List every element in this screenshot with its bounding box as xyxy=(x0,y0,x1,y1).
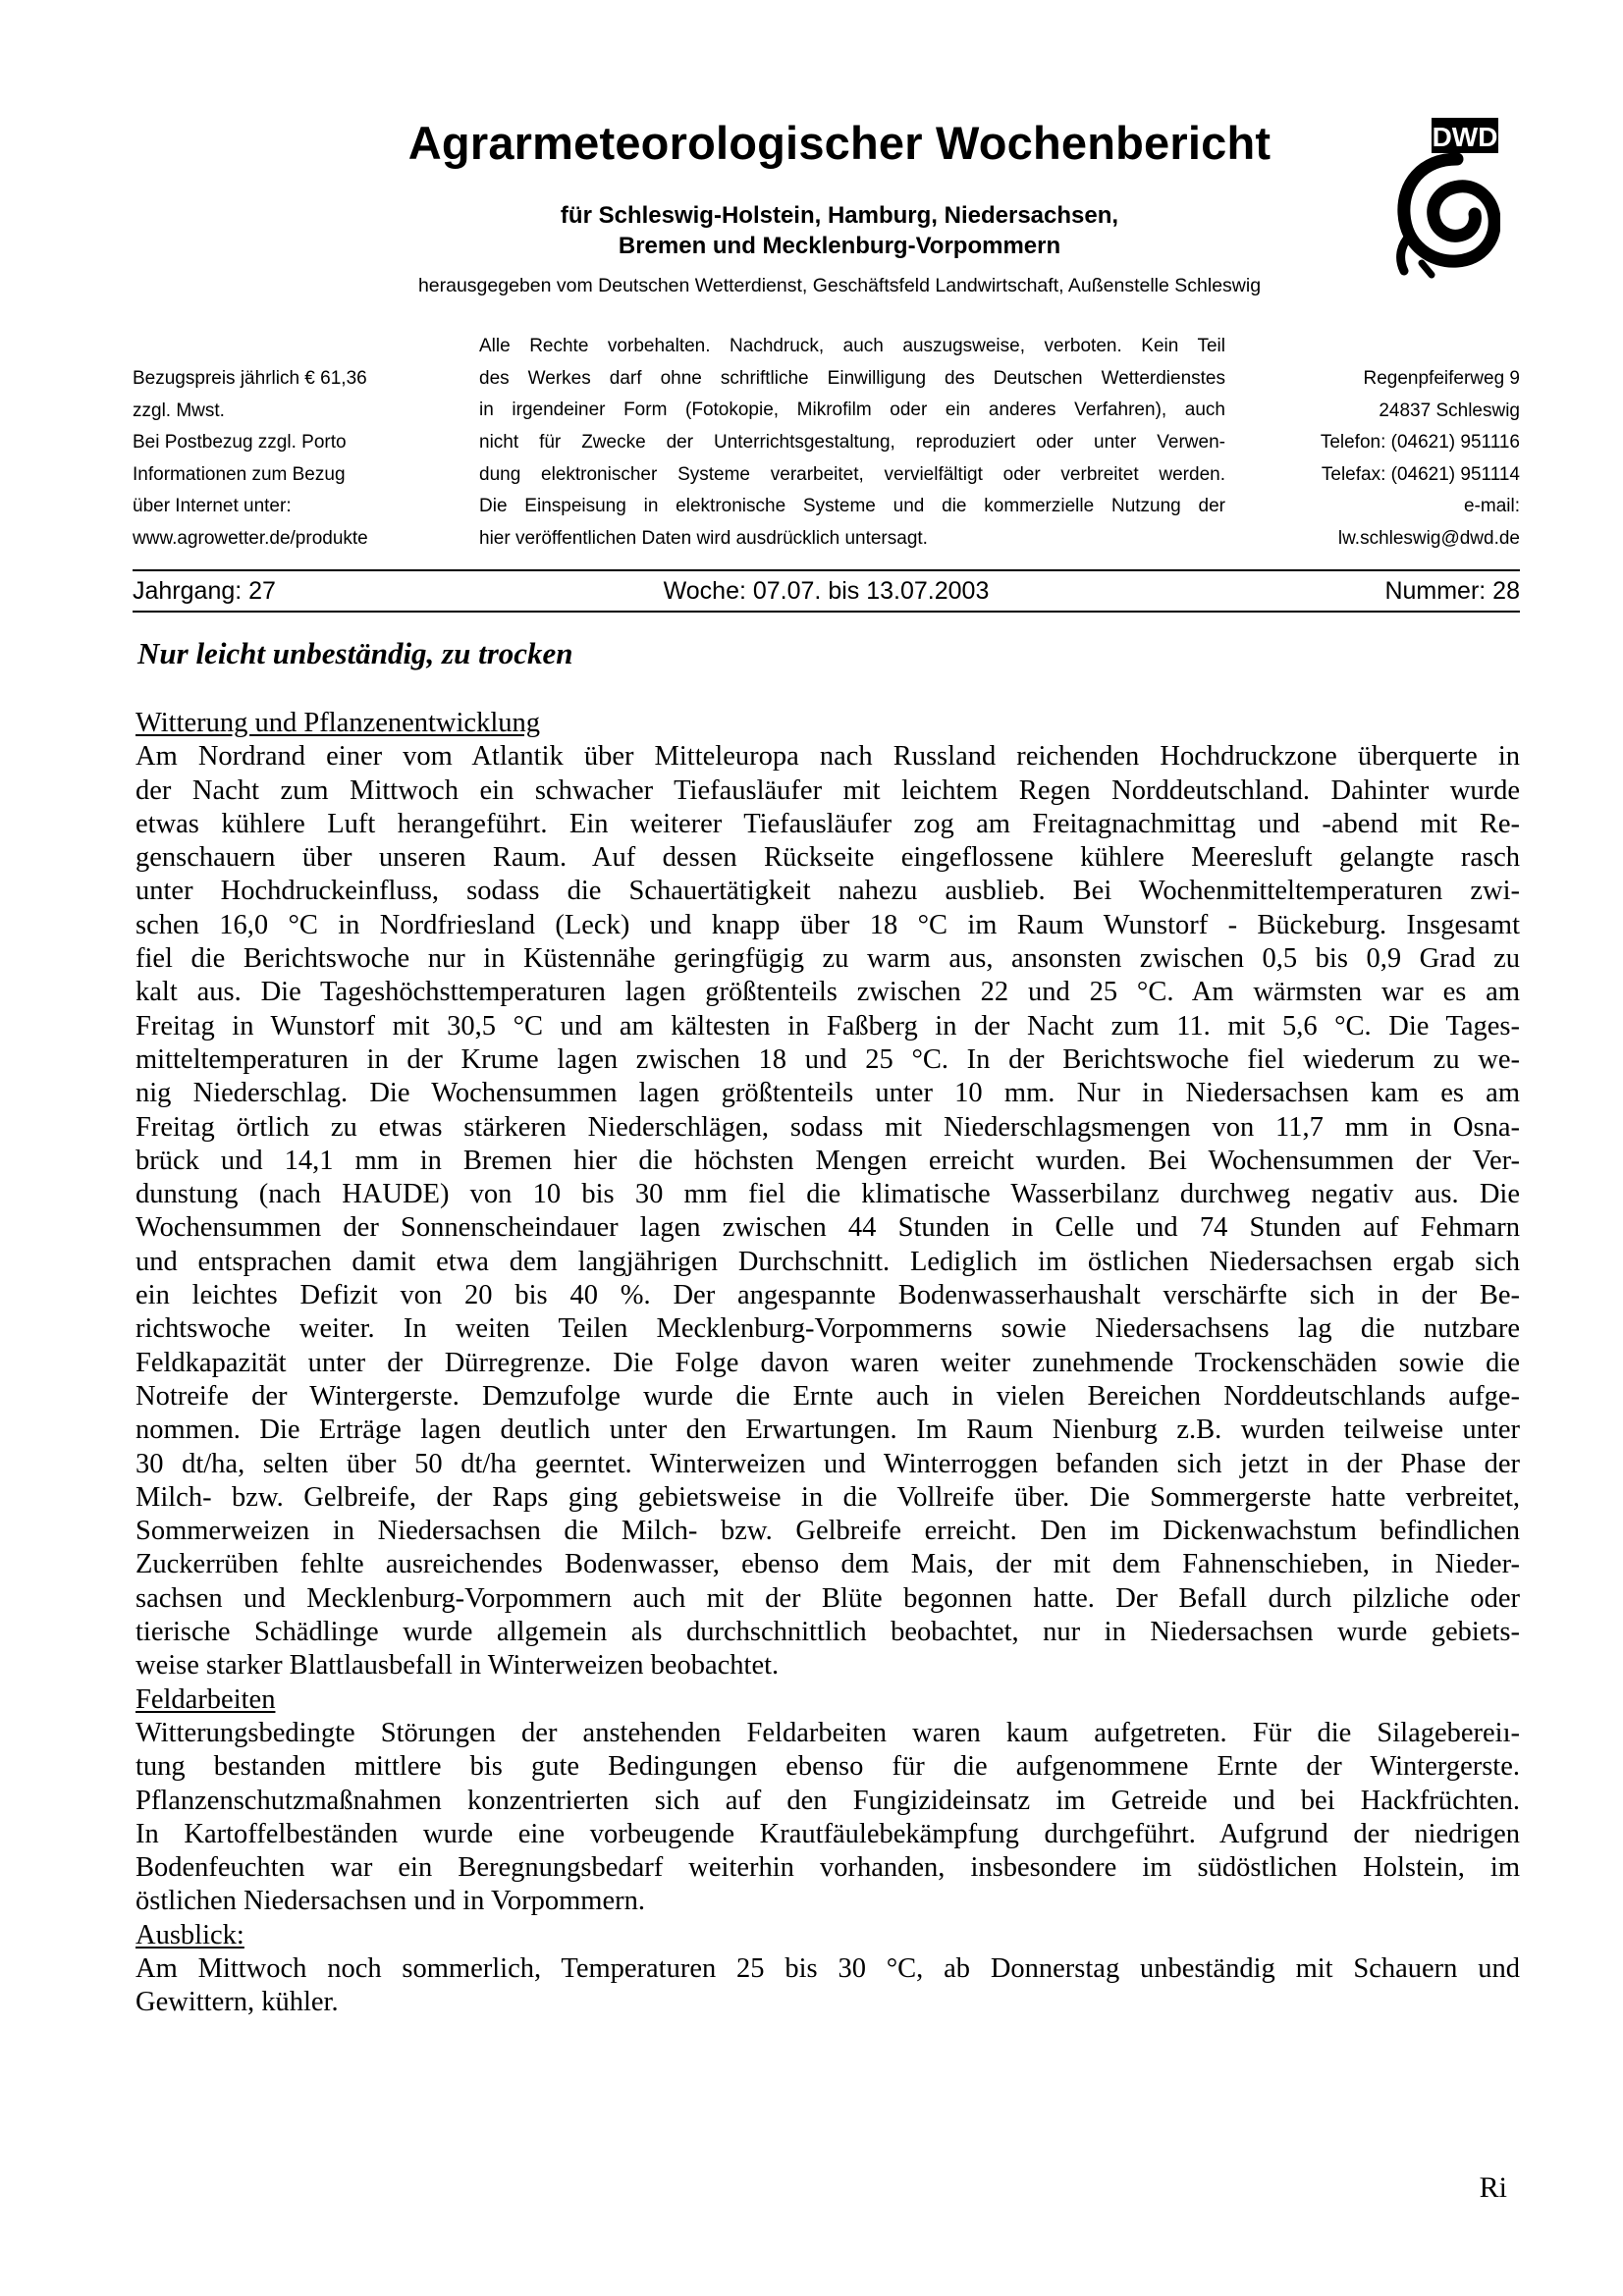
text-line: Zuckerrüben fehlte ausreichendes Bodenwasser, ebenso dem Mais, der mit dem Fahnenschieben, in Nieder- xyxy=(135,1549,1520,1580)
subtitle-line: Bremen und Mecklenburg-Vorpommern xyxy=(618,233,1061,259)
rights-line: hier veröffentlichen Daten wird ausdrücklich untersagt. xyxy=(479,528,928,550)
rights-line: Die Einspeisung in elektronische Systeme und die kommerzielle Nutzung der xyxy=(479,496,1225,517)
rights-line: nicht für Zwecke der Unterrichtsgestaltung, reproduziert oder unter Verwen- xyxy=(479,432,1225,454)
text-line: der Nacht zum Mittwoch ein schwacher Tiefausläufer mit leichtem Regen Norddeutschland. Dahinter wurde xyxy=(135,774,1520,806)
text-line: Sommerweizen in Niedersachsen die Milch- bzw. Gelbreife erreicht. Den im Dickenwachstum befindlichen xyxy=(135,1516,1520,1547)
divider xyxy=(133,611,1520,613)
text-line: und entsprachen damit etwa dem langjährigen Durchschnitt. Lediglich im östlichen Niedersachsen ergab sich xyxy=(135,1246,1520,1277)
rights-line: dung elektronischer Systeme verarbeitet, vervielfältigt oder verbreitet werden. xyxy=(479,463,1225,485)
text-line: tung bestanden mittlere bis gute Bedingungen ebenso für die aufgenommene Ernte der Wintergerste. xyxy=(135,1751,1520,1783)
text-line: Am Mittwoch noch sommerlich, Temperaturen 25 bis 30 °C, ab Donnerstag unbeständig mit Schauern und xyxy=(135,1952,1520,1984)
dwd-logo-icon xyxy=(1392,116,1500,279)
text-line: mitteltemperaturen in der Krume lagen zwischen 18 und 25 °C. In der Berichtswoche fiel wiederum zu we- xyxy=(135,1043,1520,1075)
text-line: kalt aus. Die Tageshöchsttemperaturen lagen größtenteils zwischen 22 und 25 °C. Am wärmsten war es am xyxy=(135,977,1520,1008)
text-line: genschauern über unseren Raum. Auf dessen Rückseite eingeflossene kühlere Meeresluft gelangte rasch xyxy=(135,842,1520,874)
publisher-line: herausgegeben vom Deutschen Wetterdienst, Geschäftsfeld Landwirtschaft, Außenstelle Schleswig xyxy=(417,275,1262,296)
text-line: dunstung (nach HAUDE) von 10 bis 30 mm fiel die klimatische Wasserbilanz durchweg negativ aus. Die xyxy=(135,1179,1520,1210)
text-line: brück und 14,1 mm in Bremen hier die höchsten Mengen erreicht wurden. Bei Wochensummen der Ver- xyxy=(135,1145,1520,1176)
text-line: etwas kühlere Luft herangeführt. Ein weiterer Tiefausläufer zog am Freitagnachmittag und -abend mit Re- xyxy=(135,808,1520,839)
article-body xyxy=(135,707,1520,2020)
text-line: weise starker Blattlausbefall in Winterweizen beobachtet. xyxy=(135,1650,780,1682)
info-line: Informationen zum Bezug xyxy=(133,463,346,485)
text-line: tierische Schädlinge wurde allgemein als durchschnittlich beobachtet, nur in Niedersachsen wurde gebiets- xyxy=(135,1617,1520,1648)
report-subtitle xyxy=(324,200,1355,261)
issue-week: Woche: 07.07. bis 13.07.2003 xyxy=(663,577,990,605)
section-heading-witterung: Witterung und Pflanzenentwicklung xyxy=(135,708,540,738)
text-line: Wochensummen der Sonnenscheindauer lagen zwischen 44 Stunden in Celle und 74 Stunden auf Fehmarn xyxy=(135,1212,1520,1244)
text-line: Bodenfeuchten war ein Beregnungsbedarf weiterhin vorhanden, insbesondere im südöstlichen Holstein, im xyxy=(135,1852,1520,1884)
issue-bar xyxy=(133,569,1520,613)
rights-line: in irgendeiner Form (Fotokopie, Mikrofilm oder ein anderes Verfahren), auch xyxy=(479,400,1225,421)
text-line: Milch- bzw. Gelbreife, der Raps ging gebietsweise in die Vollreife über. Die Sommergerste hatte verbreitet, xyxy=(135,1481,1520,1513)
text-line: sachsen und Mecklenburg-Vorpommern auch mit der Blüte begonnen hatte. Der Befall durch pilzliche oder xyxy=(135,1582,1520,1614)
phone: Telefon: (04621) 951116 xyxy=(1320,432,1520,453)
report-title: Agrarmeteorologischer Wochenbericht xyxy=(407,117,1271,169)
text-line: östlichen Niedersachsen und in Vorpommern. xyxy=(135,1886,645,1917)
text-line: schen 16,0 °C in Nordfriesland (Leck) und knapp über 18 °C im Raum Wunstorf - Bückeburg. Insgesamt xyxy=(135,909,1520,940)
text-line: fiel die Berichtswoche nur in Küstennähe geringfügig zu warm aus, ansonsten zwischen 0,5 bis 0,9 Grad zu xyxy=(135,943,1520,975)
section-ausblick xyxy=(135,1952,1520,2020)
logo-text: DWD xyxy=(1432,122,1498,152)
email-link[interactable]: lw.schleswig@dwd.de xyxy=(1337,527,1520,549)
section-witterung xyxy=(135,740,1520,1682)
text-line: nommen. Die Erträge lagen deutlich unter den Erwartungen. Im Raum Nienburg z.B. wurden teilweise unter xyxy=(135,1415,1520,1446)
author-initials: Ri xyxy=(1479,2171,1507,2204)
address-street: Regenpfeiferweg 9 xyxy=(1363,368,1520,389)
contact-info xyxy=(1217,363,1520,555)
text-line: Freitag in Wunstorf mit 30,5 °C und am kältesten in Faßberg in der Nacht zum 11. mit 5,6 °C. Die Tages- xyxy=(135,1010,1520,1041)
text-line: Gewittern, kühler. xyxy=(135,1987,339,2018)
text-line: Freitag örtlich zu etwas stärkeren Niederschlägen, sodass mit Niederschlagsmengen von 11,7 mm in Osna- xyxy=(135,1111,1520,1143)
text-line: Am Nordrand einer vom Atlantik über Mitteleuropa nach Russland reichenden Hochdruckzone überquerte in xyxy=(135,741,1520,773)
text-line: unter Hochdruckeinfluss, sodass die Schauertätigkeit nahezu ausblieb. Bei Wochenmitteltemperaturen zwi- xyxy=(135,876,1520,907)
website-link[interactable]: www.agrowetter.de/produkte xyxy=(133,527,368,549)
subscription-info xyxy=(133,363,447,555)
text-line: Feldkapazität unter der Dürregrenze. Die Folge davon waren weiter zunehmende Trockenschäden sowie die xyxy=(135,1347,1520,1378)
text-line: ein leichtes Defizit von 20 bis 40 %. Der angespannte Bodenwasserhaushalt verschärfte sich in der Be- xyxy=(135,1280,1520,1311)
dwd-logo xyxy=(1392,116,1500,279)
info-line: über Internet unter: xyxy=(133,496,292,516)
email-label: e-mail: xyxy=(1463,496,1520,516)
fax: Telefax: (04621) 951114 xyxy=(1321,463,1520,485)
text-line: Pflanzenschutzmaßnahmen konzentrierten sich auf den Fungizideinsatz im Getreide und bei Hackfrüchten. xyxy=(135,1785,1520,1816)
subtitle-line: für Schleswig-Holstein, Hamburg, Niedersachsen, xyxy=(560,202,1119,229)
info-line: zzgl. Mwst. xyxy=(133,400,225,421)
text-line: Notreife der Wintergerste. Demzufolge wurde die Ernte auch in vielen Bereichen Norddeutschlands aufge- xyxy=(135,1380,1520,1412)
info-line: Bezugspreis jährlich € 61,36 xyxy=(133,368,367,389)
rights-notice xyxy=(479,331,1225,556)
rights-line: des Werkes darf ohne schriftliche Einwilligung des Deutschen Wetterdienstes xyxy=(479,367,1225,389)
address-city: 24837 Schleswig xyxy=(1379,400,1520,421)
section-heading-feldarbeiten: Feldarbeiten xyxy=(135,1683,276,1715)
issue-number: Nummer: 28 xyxy=(1384,577,1520,605)
text-line: In Kartoffelbeständen wurde eine vorbeugende Krautfäulebekämpfung durchgeführt. Aufgrund der niedrigen xyxy=(135,1818,1520,1849)
text-line: nig Niederschlag. Die Wochensummen lagen größtenteils unter 10 mm. Nur in Niedersachsen kam es am xyxy=(135,1078,1520,1109)
section-heading-ausblick: Ausblick: xyxy=(135,1919,244,1950)
section-feldarbeiten xyxy=(135,1717,1520,1919)
text-line: richtswoche weiter. In weiten Teilen Mecklenburg-Vorpommerns sowie Niedersachsens lag die nutzbare xyxy=(135,1313,1520,1345)
info-line: Bei Postbezug zzgl. Porto xyxy=(133,432,347,453)
text-line: Witterungsbedingte Störungen der anstehenden Feldarbeiten waren kaum aufgetreten. Für die Silagebereiı- xyxy=(135,1717,1520,1748)
article-headline: Nur leicht unbeständig, zu trocken xyxy=(137,636,573,670)
text-line: 30 dt/ha, selten über 50 dt/ha geerntet. Winterweizen und Winterroggen befanden sich jetzt in der Phase der xyxy=(135,1448,1520,1479)
issue-volume: Jahrgang: 27 xyxy=(133,577,276,605)
divider xyxy=(133,569,1520,571)
rights-line: Alle Rechte vorbehalten. Nachdruck, auch auszugsweise, verboten. Kein Teil xyxy=(479,336,1225,356)
